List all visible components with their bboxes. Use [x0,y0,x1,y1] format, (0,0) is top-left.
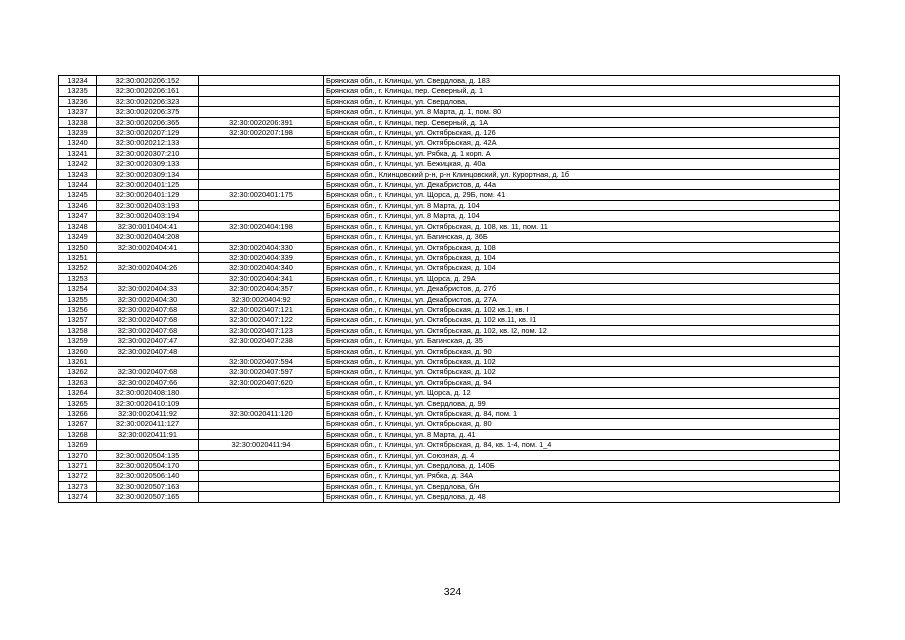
building-cadastral-number-cell [199,388,324,398]
row-number-cell: 13252 [59,263,97,273]
building-cadastral-number-cell [199,461,324,471]
table-row [59,325,840,335]
address-cell: Брянская обл., г. Клинцы, ул. Свердлова, [324,96,840,106]
page-number: 324 [443,586,462,598]
table-row [59,76,840,86]
parcel-cadastral-number-cell: 32:30:0010404:41 [97,221,199,231]
building-cadastral-number-cell [199,211,324,221]
parcel-cadastral-number-cell: 32:30:0020408:180 [97,388,199,398]
table-row [59,304,840,314]
table-row [59,398,840,408]
row-number-cell: 13271 [59,461,97,471]
table-row [59,356,840,366]
address-cell: Брянская обл., г. Клинцы, ул. Свердлова, б/н [324,481,840,491]
building-cadastral-number-cell: 32:30:0020411:120 [199,409,324,419]
building-cadastral-number-cell: 32:30:0020407:122 [199,315,324,325]
table-row [59,377,840,387]
parcel-cadastral-number-cell: 32:30:0020404:41 [97,242,199,252]
row-number-cell: 13249 [59,232,97,242]
table-row [59,388,840,398]
table-row [59,169,840,179]
parcel-cadastral-number-cell: 32:30:0020407:68 [97,367,199,377]
table-row [59,221,840,231]
building-cadastral-number-cell: 32:30:0020407:597 [199,367,324,377]
table-row [59,440,840,450]
parcel-cadastral-number-cell: 32:30:0020404:30 [97,294,199,304]
parcel-cadastral-number-cell [97,440,199,450]
address-cell: Брянская обл., г. Клинцы, ул. 8 Марта, д. 104 [324,200,840,210]
table-row [59,294,840,304]
address-cell: Брянская обл., г. Клинцы, ул. Октябрьская, д. 42А [324,138,840,148]
address-cell: Брянская обл., г. Клинцы, ул. Свердлова, д. 140Б [324,461,840,471]
row-number-cell: 13270 [59,450,97,460]
parcel-cadastral-number-cell: 32:30:0020407:68 [97,325,199,335]
parcel-cadastral-number-cell: 32:30:0020407:48 [97,346,199,356]
building-cadastral-number-cell: 32:30:0020404:330 [199,242,324,252]
parcel-cadastral-number-cell: 32:30:0020411:92 [97,409,199,419]
row-number-cell: 13258 [59,325,97,335]
address-cell: Брянская обл., г. Клинцы, ул. Рябка, д. 34А [324,471,840,481]
table-row [59,211,840,221]
table-row [59,242,840,252]
parcel-cadastral-number-cell: 32:30:0020504:170 [97,461,199,471]
parcel-cadastral-number-cell: 32:30:0020206:323 [97,96,199,106]
row-number-cell: 13263 [59,377,97,387]
row-number-cell: 13254 [59,284,97,294]
building-cadastral-number-cell: 32:30:0020407:594 [199,356,324,366]
table-row [59,96,840,106]
building-cadastral-number-cell [199,138,324,148]
address-cell: Брянская обл., г. Клинцы, ул. Октябрьская, д. 102 кв.1, кв. I [324,304,840,314]
building-cadastral-number-cell: 32:30:0020404:92 [199,294,324,304]
address-cell: Брянская обл., г. Клинцы, ул. Декабристов, д. 44а [324,180,840,190]
address-cell: Брянская обл., г. Клинцы, ул. Октябрьская, д. 126 [324,128,840,138]
row-number-cell: 13260 [59,346,97,356]
parcel-cadastral-number-cell [97,252,199,262]
row-number-cell: 13245 [59,190,97,200]
row-number-cell: 13257 [59,315,97,325]
parcel-cadastral-number-cell: 32:30:0020407:66 [97,377,199,387]
parcel-cadastral-number-cell: 32:30:0020411:127 [97,419,199,429]
row-number-cell: 13236 [59,96,97,106]
parcel-cadastral-number-cell: 32:30:0020507:163 [97,481,199,491]
row-number-cell: 13241 [59,148,97,158]
building-cadastral-number-cell: 32:30:0020407:620 [199,377,324,387]
address-cell: Брянская обл., г. Клинцы, ул. Октябрьская, д. 84, кв. 1-4, пом. 1_4 [324,440,840,450]
row-number-cell: 13234 [59,76,97,86]
table-row [59,336,840,346]
address-cell: Брянская обл., г. Клинцы, ул. Багинская, д. 35 [324,336,840,346]
address-cell: Брянская обл., г. Клинцы, ул. Щорса, д. 29А [324,273,840,283]
address-cell: Брянская обл., г. Клинцы, пер. Северный, д. 1А [324,117,840,127]
address-cell: Брянская обл., г. Клинцы, ул. Октябрьская, д. 90 [324,346,840,356]
building-cadastral-number-cell [199,481,324,491]
row-number-cell: 13239 [59,128,97,138]
table-row [59,86,840,96]
address-cell: Брянская обл., г. Клинцы, ул. 8 Марта, д. 1, пом. 80 [324,107,840,117]
parcel-cadastral-number-cell: 32:30:0020307:210 [97,148,199,158]
building-cadastral-number-cell [199,76,324,86]
parcel-cadastral-number-cell: 32:30:0020207:129 [97,128,199,138]
address-cell: Брянская обл., г. Клинцы, ул. Декабристов, д. 27А [324,294,840,304]
building-cadastral-number-cell: 32:30:0020206:391 [199,117,324,127]
address-cell: Брянская обл., г. Клинцы, ул. Свердлова, д. 183 [324,76,840,86]
parcel-cadastral-number-cell: 32:30:0020407:68 [97,304,199,314]
table-row [59,450,840,460]
row-number-cell: 13264 [59,388,97,398]
building-cadastral-number-cell [199,180,324,190]
parcel-cadastral-number-cell: 32:30:0020411:91 [97,429,199,439]
row-number-cell: 13247 [59,211,97,221]
address-cell: Брянская обл., г. Клинцы, ул. Бежицкая, д. 40а [324,159,840,169]
parcel-cadastral-number-cell: 32:30:0020206:365 [97,117,199,127]
parcel-cadastral-number-cell: 32:30:0020506:140 [97,471,199,481]
building-cadastral-number-cell [199,159,324,169]
row-number-cell: 13272 [59,471,97,481]
row-number-cell: 13251 [59,252,97,262]
table-row [59,138,840,148]
parcel-cadastral-number-cell: 32:30:0020404:33 [97,284,199,294]
table-row [59,492,840,502]
parcel-cadastral-number-cell: 32:30:0020404:26 [97,263,199,273]
address-cell: Брянская обл., г. Клинцы, ул. Октябрьская, д. 102 [324,367,840,377]
parcel-cadastral-number-cell: 32:30:0020407:47 [97,336,199,346]
building-cadastral-number-cell [199,471,324,481]
building-cadastral-number-cell [199,450,324,460]
building-cadastral-number-cell [199,107,324,117]
address-cell: Брянская обл., г. Клинцы, ул. Союзная, д. 4 [324,450,840,460]
address-cell: Брянская обл., г. Клинцы, ул. Свердлова, д. 99 [324,398,840,408]
table-row [59,232,840,242]
parcel-cadastral-number-cell: 32:30:0020403:193 [97,200,199,210]
address-cell: Брянская обл., Клинцовский р-н, р-н Клинцовский, ул. Курортная, д. 1б [324,169,840,179]
building-cadastral-number-cell: 32:30:0020404:340 [199,263,324,273]
address-cell: Брянская обл., г. Клинцы, ул. Октябрьская, д. 102 [324,356,840,366]
table-row [59,367,840,377]
building-cadastral-number-cell [199,492,324,502]
address-cell: Брянская обл., г. Клинцы, ул. Октябрьская, д. 108 [324,242,840,252]
building-cadastral-number-cell [199,398,324,408]
registry-table-body [59,76,840,503]
address-cell: Брянская обл., г. Клинцы, пер. Северный, д. 1 [324,86,840,96]
address-cell: Брянская обл., г. Клинцы, ул. Октябрьская, д. 102, кв. I2, пом. 12 [324,325,840,335]
table-row [59,159,840,169]
row-number-cell: 13242 [59,159,97,169]
row-number-cell: 13240 [59,138,97,148]
row-number-cell: 13268 [59,429,97,439]
address-cell: Брянская обл., г. Клинцы, ул. Щорса, д. 12 [324,388,840,398]
table-row [59,273,840,283]
row-number-cell: 13243 [59,169,97,179]
parcel-cadastral-number-cell: 32:30:0020407:68 [97,315,199,325]
address-cell: Брянская обл., г. Клинцы, ул. Октябрьская, д. 104 [324,252,840,262]
building-cadastral-number-cell: 32:30:0020407:123 [199,325,324,335]
row-number-cell: 13262 [59,367,97,377]
parcel-cadastral-number-cell: 32:30:0020206:375 [97,107,199,117]
building-cadastral-number-cell [199,419,324,429]
table-row [59,315,840,325]
building-cadastral-number-cell: 32:30:0020207:198 [199,128,324,138]
parcel-cadastral-number-cell: 32:30:0020206:152 [97,76,199,86]
table-row [59,481,840,491]
address-cell: Брянская обл., г. Клинцы, ул. 8 Марта, д. 104 [324,211,840,221]
building-cadastral-number-cell: 32:30:0020404:341 [199,273,324,283]
building-cadastral-number-cell [199,232,324,242]
parcel-cadastral-number-cell [97,356,199,366]
row-number-cell: 13265 [59,398,97,408]
table-row [59,128,840,138]
row-number-cell: 13256 [59,304,97,314]
address-cell: Брянская обл., г. Клинцы, ул. Свердлова, д. 48 [324,492,840,502]
row-number-cell: 13235 [59,86,97,96]
parcel-cadastral-number-cell: 32:30:0020401:125 [97,180,199,190]
parcel-cadastral-number-cell: 32:30:0020403:194 [97,211,199,221]
registry-table [58,75,840,503]
row-number-cell: 13274 [59,492,97,502]
parcel-cadastral-number-cell: 32:30:0020401:129 [97,190,199,200]
parcel-cadastral-number-cell: 32:30:0020309:133 [97,159,199,169]
table-row [59,263,840,273]
building-cadastral-number-cell: 32:30:0020404:198 [199,221,324,231]
address-cell: Брянская обл., г. Клинцы, ул. Щорса, д. 29Б, пом. 41 [324,190,840,200]
building-cadastral-number-cell [199,86,324,96]
row-number-cell: 13259 [59,336,97,346]
building-cadastral-number-cell [199,148,324,158]
row-number-cell: 13267 [59,419,97,429]
building-cadastral-number-cell [199,200,324,210]
row-number-cell: 13238 [59,117,97,127]
building-cadastral-number-cell: 32:30:0020407:238 [199,336,324,346]
parcel-cadastral-number-cell: 32:30:0020212:133 [97,138,199,148]
address-cell: Брянская обл., г. Клинцы, ул. Декабристов, д. 27б [324,284,840,294]
row-number-cell: 13246 [59,200,97,210]
table-row [59,200,840,210]
building-cadastral-number-cell: 32:30:0020404:339 [199,252,324,262]
parcel-cadastral-number-cell: 32:30:0020410:109 [97,398,199,408]
row-number-cell: 13244 [59,180,97,190]
building-cadastral-number-cell: 32:30:0020407:121 [199,304,324,314]
address-cell: Брянская обл., г. Клинцы, ул. Октябрьская, д. 104 [324,263,840,273]
address-cell: Брянская обл., г. Клинцы, ул. Октябрьская, д. 94 [324,377,840,387]
row-number-cell: 13253 [59,273,97,283]
table-row [59,409,840,419]
table-row [59,117,840,127]
table-row [59,190,840,200]
row-number-cell: 13269 [59,440,97,450]
building-cadastral-number-cell: 32:30:0020401:175 [199,190,324,200]
building-cadastral-number-cell: 32:30:0020404:357 [199,284,324,294]
row-number-cell: 13261 [59,356,97,366]
address-cell: Брянская обл., г. Клинцы, ул. 8 Марта, д. 41 [324,429,840,439]
table-row [59,461,840,471]
parcel-cadastral-number-cell: 32:30:0020404:208 [97,232,199,242]
address-cell: Брянская обл., г. Клинцы, ул. Октябрьская, д. 102 кв.11, кв. I1 [324,315,840,325]
address-cell: Брянская обл., г. Клинцы, ул. Октябрьская, д. 84, пом. 1 [324,409,840,419]
parcel-cadastral-number-cell: 32:30:0020309:134 [97,169,199,179]
table-row [59,346,840,356]
row-number-cell: 13248 [59,221,97,231]
row-number-cell: 13273 [59,481,97,491]
table-row [59,180,840,190]
row-number-cell: 13250 [59,242,97,252]
building-cadastral-number-cell [199,429,324,439]
building-cadastral-number-cell [199,96,324,106]
address-cell: Брянская обл., г. Клинцы, ул. Октябрьская, д. 80 [324,419,840,429]
table-row [59,284,840,294]
parcel-cadastral-number-cell: 32:30:0020507:165 [97,492,199,502]
table-row [59,252,840,262]
table-row [59,107,840,117]
building-cadastral-number-cell [199,346,324,356]
row-number-cell: 13266 [59,409,97,419]
row-number-cell: 13237 [59,107,97,117]
row-number-cell: 13255 [59,294,97,304]
parcel-cadastral-number-cell: 32:30:0020206:161 [97,86,199,96]
table-row [59,429,840,439]
address-cell: Брянская обл., г. Клинцы, ул. Рябка, д. 1 корп. А [324,148,840,158]
address-cell: Брянская обл., г. Клинцы, ул. Багинская, д. 36Б [324,232,840,242]
table-row [59,471,840,481]
table-row [59,148,840,158]
parcel-cadastral-number-cell [97,273,199,283]
parcel-cadastral-number-cell: 32:30:0020504:135 [97,450,199,460]
building-cadastral-number-cell: 32:30:0020411:94 [199,440,324,450]
table-row [59,419,840,429]
address-cell: Брянская обл., г. Клинцы, ул. Октябрьская, д. 108, кв. 11, пом. 11 [324,221,840,231]
building-cadastral-number-cell [199,169,324,179]
